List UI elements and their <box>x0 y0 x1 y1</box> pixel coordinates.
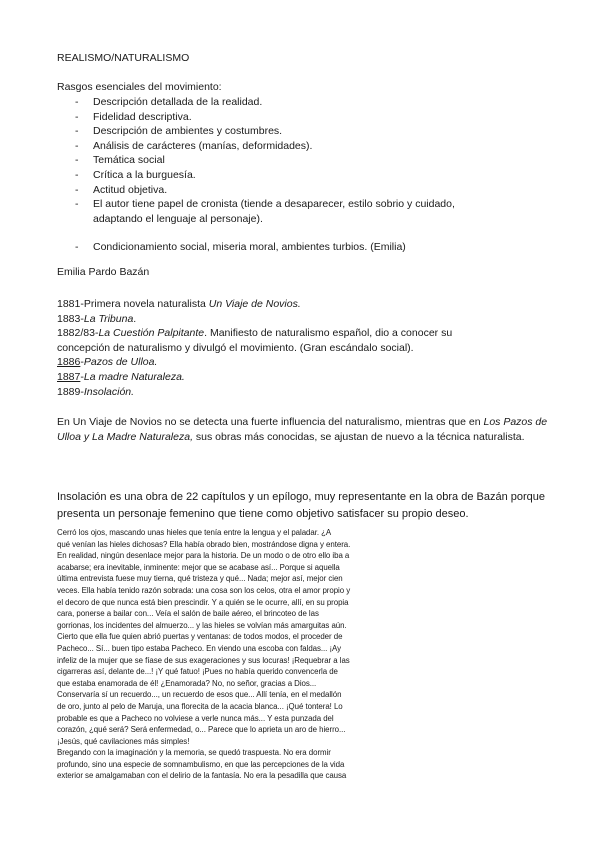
list-item-text: adaptando el lenguaje al personaje). <box>93 212 263 225</box>
work-description: . Manifiesto de naturalismo español, dio a conocer su <box>204 327 453 340</box>
excerpt-line: de oro, junto al pelo de Maruja, una florecita de la acacia blanca... ¡Qué tontera! Lo <box>57 701 343 711</box>
work-description: concepción de naturalismo y divulgó el movimiento. (Gran escándalo social). <box>57 341 414 354</box>
excerpt-line: el decoro de que nunca está bien prescindir. Y a quién se le ocurre, allí, en su propia <box>57 597 349 607</box>
list-item <box>57 183 455 198</box>
bullet-dash: - <box>75 154 79 167</box>
work-line <box>57 326 557 341</box>
traits-list <box>57 95 455 255</box>
list-item-text: Análisis de carácteres (manías, deformidades). <box>93 139 313 152</box>
excerpt-line: Pacheco... Sí... buen tipo estaba Pacheco. En viendo una escoba con faldas... ¡Ay <box>57 643 342 653</box>
work-year: 1881-Primera novela naturalista <box>57 298 209 310</box>
excerpt-line: profundo, sino una especie de somnambulismo, en que las percepciones de la vida <box>57 759 345 769</box>
excerpt-line: cara, ponerse a bailar con... Veía el salón de baile aéreo, el brincoteo de las <box>57 609 319 619</box>
excerpt-line: corazón, ¿qué será? Será enfermedad, o... Parece que lo aprieta un aro de hierro... <box>57 725 346 735</box>
list-item <box>57 197 455 212</box>
work-line <box>57 385 557 400</box>
traits-intro: Rasgos esenciales del movimiento: <box>57 81 222 93</box>
list-item <box>57 139 455 154</box>
work-line <box>57 297 557 312</box>
list-item <box>57 168 455 183</box>
work-line <box>57 355 557 370</box>
naturalism-paragraph <box>57 415 549 445</box>
work-sep: - <box>80 356 84 369</box>
excerpt-line: En realidad, ningún desenlace mejor para la historia. De un modo o de otro ello iba a <box>57 551 350 561</box>
list-item-text: El autor tiene papel de cronista (tiende a desaparecer, estilo sobrio y cuidado, <box>93 198 455 211</box>
work-year: 1887 <box>57 370 81 383</box>
list-item <box>57 240 455 255</box>
work-year: 1889- <box>57 385 84 398</box>
insolacion-paragraph: Insolación es una obra de 22 capítulos y un epílogo, muy representante en la obra de Bazán porque presenta un personaje femenino que tiene como objetivo satisfacer su propio deseo. <box>57 491 546 520</box>
list-item <box>57 95 455 110</box>
paragraph-text: En Un Viaje de Novios no se detecta una fuerte influencia del naturalismo, mientras que en <box>57 416 484 428</box>
bullet-dash: - <box>75 96 79 108</box>
work-year: 1883- <box>57 312 84 325</box>
work-line <box>57 370 557 385</box>
excerpt-line: Cerró los ojos, mascando unas hieles que tenía entre la lengua y el paladar. ¿A <box>57 528 332 537</box>
list-item-text: Actitud objetiva. <box>93 183 168 196</box>
excerpt-line: gorrionas, los incidentes del almuerzo... y las hieles se volvían más amarguitas aún. <box>57 620 347 630</box>
work-title: Insolación. <box>83 385 135 398</box>
novel-excerpt <box>57 527 402 782</box>
list-item-text: Descripción de ambientes y costumbres. <box>93 125 283 138</box>
author-heading: Emilia Pardo Bazán <box>57 266 150 278</box>
excerpt-line: probable es que a Pacheco no volviese a verle nunca más... Y esta punzada del <box>57 713 334 723</box>
work-sep: - <box>80 370 84 383</box>
bullet-dash: - <box>75 168 79 181</box>
bullet-dash: - <box>75 110 79 123</box>
list-item-text: Descripción detallada de la realidad. <box>93 96 263 108</box>
list-item <box>57 110 455 125</box>
work-year: 1886 <box>57 356 81 369</box>
list-item <box>57 124 455 139</box>
excerpt-line: Bregando con la imaginación y la memoria, se quedó traspuesta. No era dormir <box>57 748 331 758</box>
bullet-dash: - <box>75 139 79 152</box>
bullet-dash: - <box>75 241 79 254</box>
bullet-dash: - <box>75 183 79 196</box>
excerpt-line: infeliz de la mujer que se fíase de sus exageraciones y sus locuras! ¡Requebrar a las <box>57 655 350 665</box>
work-title: La Tribuna <box>83 312 134 325</box>
work-title: Pazos de Ulloa. <box>83 356 158 369</box>
work-title: Un Viaje de Novios. <box>208 298 301 310</box>
paragraph-text: sus obras más conocidas, se ajustan de nuevo a la técnica naturalista. <box>192 431 525 443</box>
works-list <box>57 297 557 399</box>
list-item-text: Crítica a la burguesía. <box>93 168 196 181</box>
work-punct: . <box>133 312 137 325</box>
work-line <box>57 312 557 327</box>
paragraph-titles: Los Pazos de Ulloa y La Madre Naturaleza, <box>57 416 548 443</box>
list-item-text: Condicionamiento social, miseria moral, ambientes turbios. (Emilia) <box>93 241 406 254</box>
bullet-dash: - <box>75 125 79 138</box>
list-item <box>57 153 455 168</box>
excerpt-line: última entrevista fuese muy tierna, qué tristeza y qué... Nada; mejor así, mejor cien <box>57 574 343 584</box>
document-title: REALISMO/NATURALISMO <box>57 52 190 64</box>
excerpt-line: cigarreras así, delante de...! ¡Y qué fatuo! ¡Pues no había querido convencerla de <box>57 667 338 677</box>
list-item-text: Temática social <box>93 154 165 167</box>
work-line <box>57 341 557 356</box>
bullet-dash: - <box>75 198 79 211</box>
excerpt-line: veces. Ella había tenido razón sobrada: una cosa son los celos, otra el amor propio y <box>57 585 351 595</box>
excerpt-line: que estaba enamorada de él! ¿Enamorada? No, no señor, gracias a Dios... <box>57 678 317 688</box>
excerpt-line: qué venían las hieles dichosas? Ella había obrado bien, mostrándose digna y entera. <box>57 539 351 549</box>
excerpt-line: acabarse; era inevitable, inminente: mejor que se acabase así... Porque si aquella <box>57 562 340 572</box>
excerpt-line: Cierto que ella fue quien abrió puertas y ventanas: de todos modos, el proceder de <box>57 632 343 642</box>
list-item-text: Fidelidad descriptiva. <box>93 110 192 123</box>
work-title: La Cuestión Palpitante <box>98 327 205 340</box>
work-year: 1882/83- <box>57 327 99 340</box>
excerpt-line: ¡Jesús, qué cavilaciones más simples! <box>57 736 190 746</box>
excerpt-line: Conservaría sí un recuerdo..., un recuerdo de esos que... Allí tenía, en el medallón <box>57 690 342 700</box>
excerpt-line: exterior se amalgamaban con el delirio de la fantasía. No era la pesadilla que causa <box>57 771 347 781</box>
work-title: La madre Naturaleza. <box>83 370 185 383</box>
list-item-continuation <box>57 212 455 227</box>
